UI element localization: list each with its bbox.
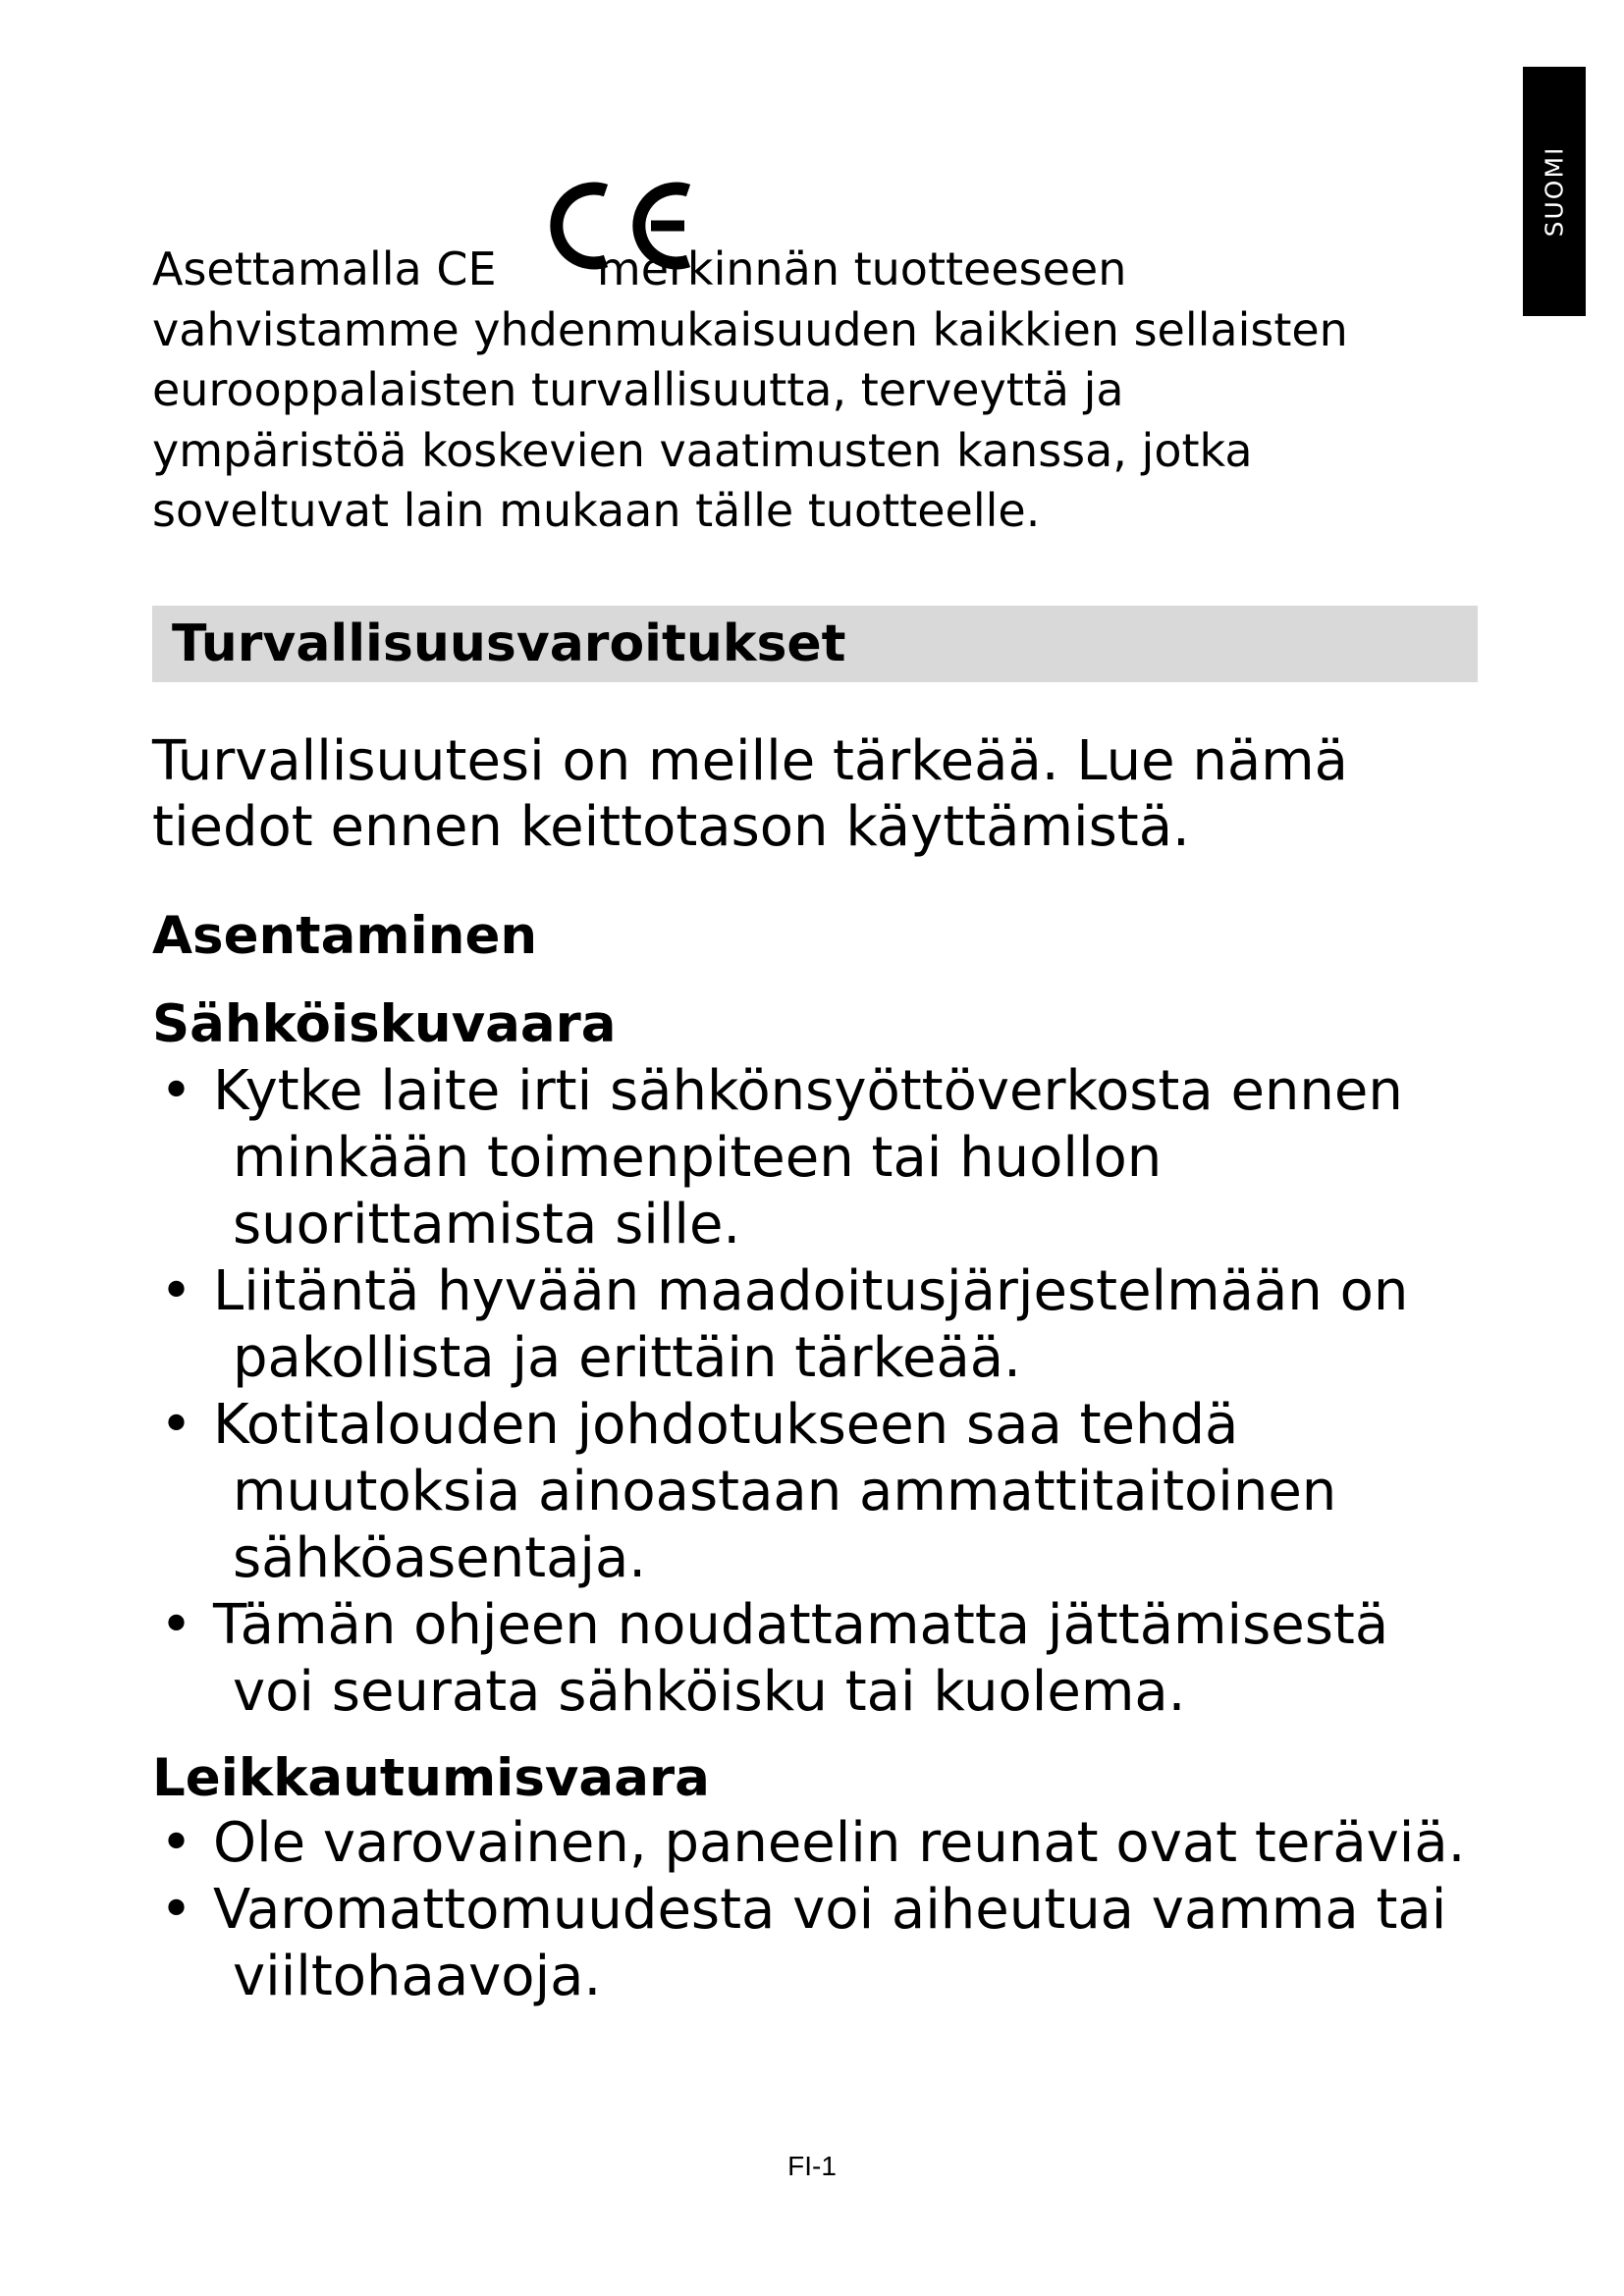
list-item: [152, 1877, 1527, 2010]
list-item-line: pakollista ja erittäin tärkeää.: [233, 1326, 1021, 1390]
list-item: [152, 1592, 1527, 1726]
electric-shock-list: [152, 1058, 1527, 1726]
list-item: [152, 1810, 1527, 1877]
list-item-line: minkään toimenpiteen tai huollon: [233, 1126, 1163, 1190]
list-item-line: voi seurata sähköisku tai kuolema.: [233, 1660, 1186, 1724]
section-heading-safety-warnings: Turvallisuusvaroitukset: [152, 606, 1478, 682]
list-item: [152, 1058, 1527, 1258]
bullet-glyph: •: [160, 1811, 193, 1875]
list-item-line: Varomattomuudesta voi aiheutua vamma tai: [213, 1878, 1447, 1942]
intro-line-3: eurooppalaisten turvallisuutta, terveyttä ja: [152, 363, 1124, 416]
bullet-glyph: •: [160, 1593, 193, 1657]
bullet-glyph: •: [160, 1878, 193, 1942]
ce-declaration-paragraph: [152, 240, 1527, 542]
heading-cut-hazard: Leikkautumisvaara: [152, 1748, 710, 1808]
bullet-glyph: •: [160, 1259, 193, 1323]
list-item-line: Liitäntä hyvään maadoitusjärjestelmään on: [213, 1259, 1409, 1323]
list-item: [152, 1392, 1527, 1592]
cut-hazard-list: [152, 1810, 1527, 2010]
list-item-line: Kytke laite irti sähkönsyöttöverkosta ennen: [213, 1059, 1403, 1123]
language-tab-label: SUOMI: [1540, 145, 1569, 238]
bullet-glyph: •: [160, 1059, 193, 1123]
list-item-line: Kotitalouden johdotukseen saa tehdä: [213, 1393, 1239, 1457]
list-item-line: muutoksia ainoastaan ammattitaitoinen: [233, 1460, 1337, 1523]
intro-line-4: ympäristöä koskevien vaatimusten kanssa, jotka: [152, 423, 1253, 477]
list-item-line: suorittamista sille.: [233, 1193, 741, 1256]
list-item: [152, 1258, 1527, 1392]
heading-electric-shock-hazard: Sähköiskuvaara: [152, 994, 617, 1054]
intro-line-1: Asettamalla CE merkinnän tuotteeseen: [152, 242, 1127, 295]
heading-installation: Asentaminen: [152, 906, 538, 966]
lead-line-2: tiedot ennen keittotason käyttämistä.: [152, 795, 1190, 859]
list-item-line: sähköasentaja.: [233, 1526, 647, 1590]
page-number: FI-1: [787, 2151, 837, 2181]
language-tab: [1523, 67, 1586, 316]
intro-line-5: soveltuvat lain mukaan tälle tuotteelle.: [152, 484, 1041, 537]
list-item-line: Tämän ohjeen noudattamatta jättämisestä: [213, 1593, 1389, 1657]
intro-line-2: vahvistamme yhdenmukaisuuden kaikkien sellaisten: [152, 302, 1348, 356]
list-item-line: viiltohaavoja.: [233, 1945, 602, 2008]
lead-line-1: Turvallisuutesi on meille tärkeää. Lue nämä: [152, 729, 1348, 793]
bullet-glyph: •: [160, 1393, 193, 1457]
list-item-line: Ole varovainen, paneelin reunat ovat teräviä.: [213, 1811, 1466, 1875]
safety-lead-paragraph: [152, 728, 1507, 860]
